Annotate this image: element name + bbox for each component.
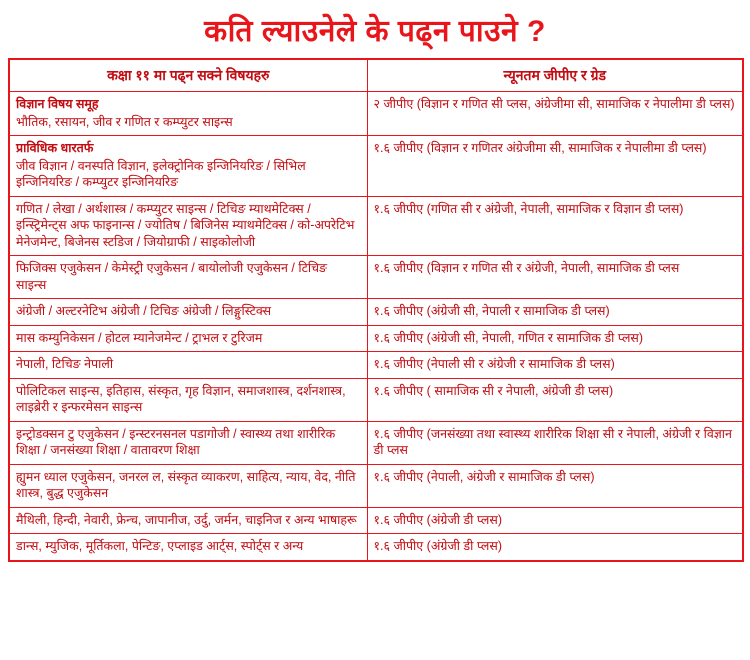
subject-list: नेपाली, टिचिङ नेपाली (16, 357, 114, 372)
cell-subjects (9, 507, 367, 534)
table-row (9, 507, 743, 534)
cell-grade: १.६ जीपीए ( सामाजिक सी र नेपाली, अंग्रेजी डी प्लस) (367, 378, 743, 421)
subject-list: पोलिटिकल साइन्स, इतिहास, संस्कृत, गृह विज्ञान, समाजशास्त्र, दर्शनशास्त्र, लाइब्रेरी र इन्फरमेसन साइन्स (16, 383, 346, 415)
page-title: कति ल्याउनेले के पढ्न पाउने ? (204, 15, 546, 48)
table-header (9, 59, 743, 92)
subject-list: मास कम्युनिकेसन / होटल म्यानेजमेन्ट / ट्राभल र टुरिजम (16, 330, 263, 345)
subject-list: ह्युमन ध्याल एजुकेसन, जनरल ल, संस्कृत व्याकरण, साहित्य, न्याय, वेद, नीति शास्त्र, बुद्ध एजुकेसन (16, 469, 356, 501)
table-row (9, 299, 743, 326)
cell-grade: १.६ जीपीए (विज्ञान र गणित सी र अंग्रेजी, नेपाली, सामाजिक डी प्लस (367, 256, 743, 299)
subject-list: भौतिक, रसायन, जीव र गणित र कम्प्युटर साइन्स (16, 114, 233, 129)
cell-grade: १.६ जीपीए (अंग्रेजी डी प्लस) (367, 534, 743, 561)
cell-subjects (9, 136, 367, 197)
subject-group-heading: प्राविधिक धारतर्फ (16, 141, 94, 156)
cell-subjects (9, 325, 367, 352)
table-row (9, 352, 743, 379)
cell-grade: १.६ जीपीए (अंग्रेजी सी, नेपाली र सामाजिक डी प्लस) (367, 299, 743, 326)
cell-subjects (9, 464, 367, 507)
subjects-grade-table (8, 58, 744, 562)
cell-grade: १.६ जीपीए (गणित सी र अंग्रेजी, नेपाली, सामाजिक र विज्ञान डी प्लस) (367, 196, 743, 256)
subject-list: अंग्रेजी / अल्टरनेटिभ अंग्रेजी / टिचिङ अंग्रेजी / लिङ्गुस्टिक्स (16, 304, 272, 319)
table-row (9, 136, 743, 197)
table-row (9, 196, 743, 256)
cell-subjects (9, 299, 367, 326)
table-body (9, 92, 743, 561)
cell-subjects (9, 92, 367, 136)
subject-group-heading: विज्ञान विषय समूह (16, 97, 99, 112)
table-header-row (9, 59, 743, 92)
subject-list: गणित / लेखा / अर्थशास्त्र / कम्प्युटर साइन्स / टिचिङ म्याथमेटिक्स / इन्स्ट्रिमेन्ट्स अफ फाइनान्स / ज्योतिष / बिजिनेस म्याथमेटिक्स / को-अपरेटिभ मेनेजमेन्ट, बिजेनस स्टडिज / जियोग्राफी / साइकोलोजी (16, 201, 355, 249)
cell-grade: १.६ जीपीए (अंग्रेजी डी प्लस) (367, 507, 743, 534)
table-row (9, 534, 743, 561)
table-row (9, 464, 743, 507)
subject-list: मैथिली, हिन्दी, नेवारी, फ्रेन्च, जापानीज, उर्दु, जर्मन, चाइनिज र अन्य भाषाहरू (16, 512, 357, 527)
subject-list: जीव विज्ञान / वनस्पति विज्ञान, इलेक्ट्रोनिक इन्जिनियरिङ / सिभिल इन्जिनियरिङ / कम्प्युटर इन्जिनियरिङ (16, 158, 306, 190)
cell-subjects (9, 378, 367, 421)
cell-subjects (9, 196, 367, 256)
table-row (9, 256, 743, 299)
subject-list: इन्ट्रोडक्सन टु एजुकेसन / इन्स्टरनसनल पडागोजी / स्वास्थ्य तथा शारीरिक शिक्षा / जनसंख्या शिक्षा / वातावरण शिक्षा (16, 426, 336, 458)
cell-grade: २ जीपीए (विज्ञान र गणित सी प्लस, अंग्रेजीमा सी, सामाजिक र नेपालीमा डी प्लस) (367, 92, 743, 136)
cell-grade: १.६ जीपीए (जनसंख्या तथा स्वास्थ्य शारीरिक शिक्षा सी र नेपाली, अंग्रेजी र विज्ञान डी प्लस (367, 421, 743, 464)
cell-grade: १.६ जीपीए (नेपाली सी र अंग्रेजी र सामाजिक डी प्लस) (367, 352, 743, 379)
column-header-grade: न्यूनतम जीपीए र ग्रेड (367, 59, 743, 92)
table-row (9, 421, 743, 464)
subject-list: डान्स, म्युजिक, मूर्तिकला, पेन्टिङ, एप्लाइड आर्ट्स, स्पोर्ट्स र अन्य (16, 539, 304, 554)
subject-list: फिजिक्स एजुकेसन / केमेस्ट्री एजुकेसन / बायोलोजी एजुकेसन / टिचिङ साइन्स (16, 261, 328, 292)
table-row (9, 92, 743, 136)
table-row (9, 325, 743, 352)
cell-subjects (9, 352, 367, 379)
cell-subjects (9, 256, 367, 299)
cell-grade: १.६ जीपीए (विज्ञान र गणितर अंग्रेजीमा सी, सामाजिक र नेपालीमा डी प्लस) (367, 136, 743, 197)
cell-grade: १.६ जीपीए (नेपाली, अंग्रेजी र सामाजिक डी प्लस) (367, 464, 743, 507)
cell-grade: १.६ जीपीए (अंग्रेजी सी, नेपाली, गणित र सामाजिक डी प्लस) (367, 325, 743, 352)
column-header-subjects: कक्षा ११ मा पढ्न सक्ने विषयहरु (9, 59, 367, 92)
cell-subjects (9, 421, 367, 464)
table-container (0, 58, 750, 562)
table-row (9, 378, 743, 421)
cell-subjects (9, 534, 367, 561)
